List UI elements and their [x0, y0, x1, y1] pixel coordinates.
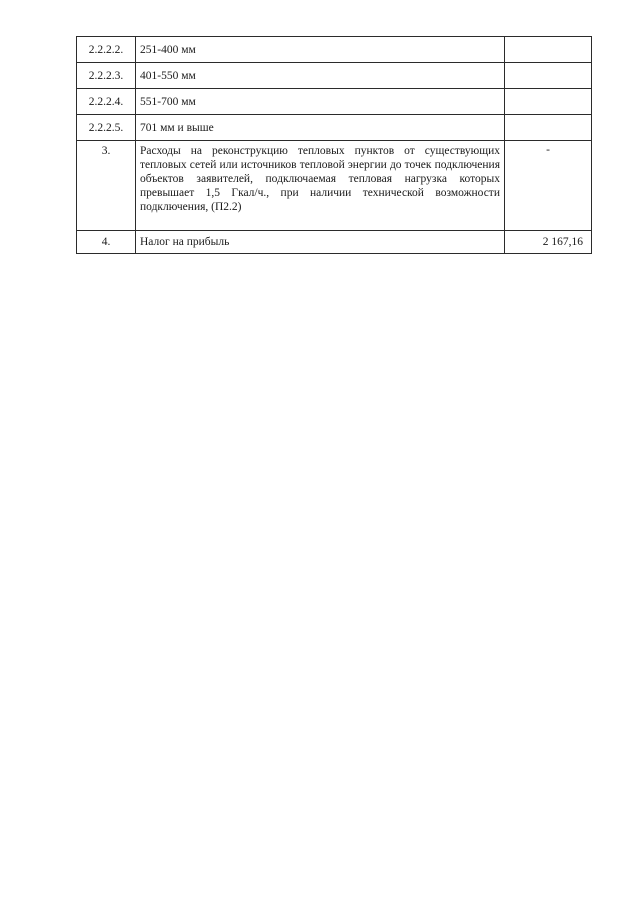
row-description: 251-400 мм — [136, 37, 505, 63]
table-row — [77, 115, 592, 141]
table-row — [77, 89, 592, 115]
table-row — [77, 231, 592, 254]
row-description: 701 мм и выше — [136, 115, 505, 141]
row-number: 3. — [77, 141, 136, 231]
row-value — [505, 115, 592, 141]
row-description: 551-700 мм — [136, 89, 505, 115]
table-row — [77, 37, 592, 63]
row-number: 2.2.2.2. — [77, 37, 136, 63]
cost-table — [76, 36, 592, 254]
table-row — [77, 63, 592, 89]
row-description: Налог на прибыль — [136, 231, 505, 254]
row-value — [505, 63, 592, 89]
row-value — [505, 89, 592, 115]
row-number: 2.2.2.5. — [77, 115, 136, 141]
row-description: 401-550 мм — [136, 63, 505, 89]
row-value: 2 167,16 — [505, 231, 592, 254]
row-number: 2.2.2.3. — [77, 63, 136, 89]
row-number: 4. — [77, 231, 136, 254]
row-value: - — [505, 141, 592, 231]
row-description: Расходы на реконструкцию тепловых пунктов от существующих тепловых сетей или источников тепловой энергии до точек подключения объектов заявителей, подключаемая тепловая нагрузка которых превышает 1,5 Гкал/ч., при наличии технической возможности подключения, (П2.2) — [136, 141, 505, 231]
table-row — [77, 141, 592, 231]
row-number: 2.2.2.4. — [77, 89, 136, 115]
row-value — [505, 37, 592, 63]
